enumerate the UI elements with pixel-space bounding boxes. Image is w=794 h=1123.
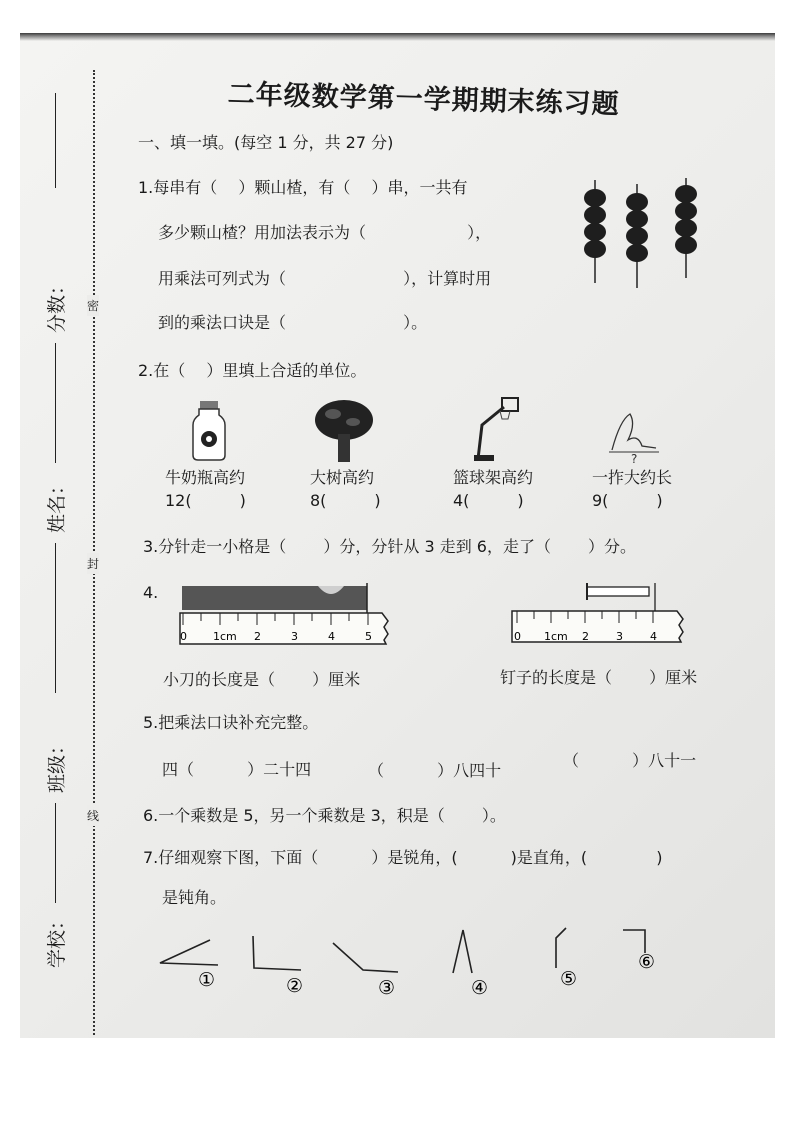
ruler2-tick-4: 4 [650,630,657,643]
milk-bottle-icon [190,401,230,461]
tree-icon [313,398,375,463]
ruler1-tick-3: 3 [291,630,298,643]
school-label: 学校： [46,910,68,968]
angle-label-6: ⑥ [638,951,656,973]
seal-char-feng: 封 [87,553,99,574]
q7-line2: 是钝角。 [162,888,227,907]
score-label: 分数： [46,275,68,333]
q1-line4: 到的乘法口诀是（ ）。 [158,313,428,332]
q5-item3: （ ）八十一 [563,751,697,770]
ruler-with-knife [180,583,395,648]
worksheet-photo [20,33,775,1038]
class-line [55,543,56,693]
name-line [55,343,56,463]
q2-item-tree-label: 大树高约 [310,468,375,487]
angle-label-2: ② [286,975,304,997]
section1-heading: 一、填一填。(每空 1 分，共 27 分) [138,133,394,152]
angle-2-shape [253,936,301,970]
q2-item-milk-answer: 12( ) [165,491,246,510]
q4-number: 4. [143,583,159,602]
ruler2-tick-3: 3 [616,630,623,643]
angles-figure [158,928,658,1008]
hand-span-icon [607,408,662,466]
q4-knife-text: 小刀的长度是（ ）厘米 [163,670,361,689]
ruler1-tick-5: 5 [365,630,372,643]
class-label: 班级： [46,735,68,793]
ruler-with-nail [512,583,687,648]
seal-char-xian: 线 [87,805,99,826]
ruler2-tick-1cm: 1cm [544,630,568,643]
angle-label-4: ④ [471,977,489,999]
ruler1-tick-0: 0 [180,630,187,643]
name-label: 姓名： [46,475,68,533]
q1-line1: 1.每串有（ ）颗山楂，有（ ）串，一共有 [138,178,468,197]
ruler1-tick-4: 4 [328,630,335,643]
q2-item-span-label: 一拃大约长 [592,468,673,487]
q7-line1: 7.仔细观察下图，下面（ ）是锐角，( )是直角，( ) [143,848,663,867]
q2-item-tree-answer: 8( ) [310,491,381,510]
angle-1-shape [160,940,218,965]
q2-prompt: 2.在（ ）里填上合适的单位。 [138,361,367,380]
angle-6-shape [623,930,645,953]
angle-3-shape [333,943,398,972]
q4-nail-text: 钉子的长度是（ ）厘米 [500,668,698,687]
q5-item2: （ ）八四十 [368,761,502,780]
q5-prompt: 5.把乘法口诀补充完整。 [143,713,319,732]
angle-label-5: ⑤ [560,968,578,990]
q1-line3: 用乘法可列式为（ ），计算时用 [158,269,492,288]
angle-label-1: ① [198,969,216,991]
q2-item-milk-label: 牛奶瓶高约 [165,468,246,487]
q6-text: 6.一个乘数是 5，另一个乘数是 3，积是（ ）。 [143,806,506,825]
angle-5-shape [556,928,566,968]
q5-item1: 四（ ）二十四 [162,760,312,779]
ruler1-tick-1cm: 1cm [213,630,237,643]
score-line [55,93,56,188]
hawthorn-skewers-image [580,178,710,293]
angle-label-3: ③ [378,977,396,999]
q2-item-hoop-answer: 4( ) [453,491,524,510]
seal-char-mi: 密 [87,295,99,316]
q2-item-hoop-label: 篮球架高约 [453,468,534,487]
page-title: 二年级数学第一学期期末练习题 [227,79,621,121]
ruler2-tick-2: 2 [582,630,589,643]
angle-4-shape [453,930,472,973]
q3-text: 3.分针走一小格是（ ）分，分针从 3 走到 6，走了（ ）分。 [143,537,637,556]
basketball-hoop-icon [472,395,527,463]
ruler1-tick-2: 2 [254,630,261,643]
ruler2-tick-0: 0 [514,630,521,643]
q1-line2: 多少颗山楂？用加法表示为（ ）， [158,223,492,242]
q2-item-span-answer: 9( ) [592,491,663,510]
photo-edge-shadow [20,33,775,41]
svg-text:?: ? [631,452,638,466]
school-line [55,803,56,903]
